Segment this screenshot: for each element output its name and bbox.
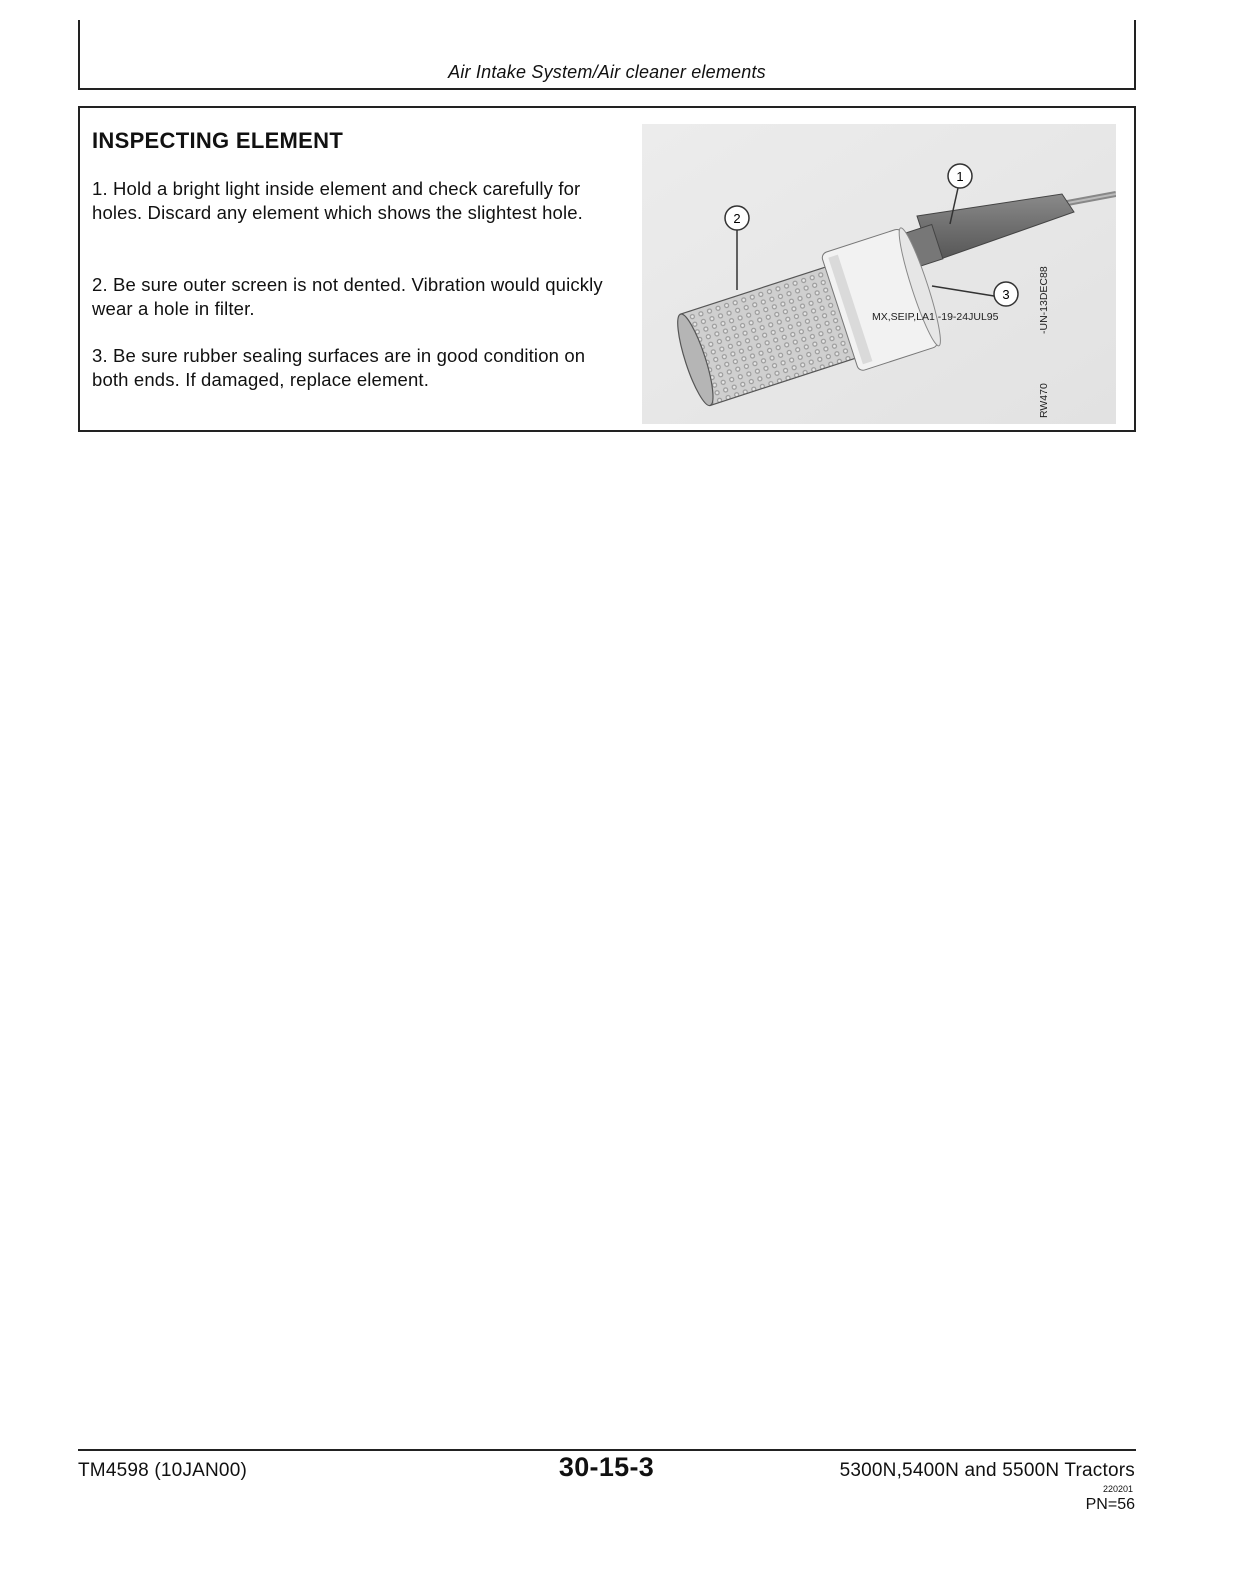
footer-page-number: 30-15-3 (558, 1452, 655, 1482)
footer-rule (78, 1449, 1136, 1451)
footer-manual-id: TM4598 (10JAN00) (78, 1460, 247, 1481)
step-2: 2. Be sure outer screen is not dented. Vibration would quickly wear a hole in filter. (92, 274, 603, 319)
figure-id-vertical: RW470 (1038, 383, 1050, 418)
step-3: 3. Be sure rubber sealing surfaces are in good condition on both ends. If damaged, replace element. (92, 345, 586, 390)
inspection-panel (78, 106, 1136, 432)
callout-2-label: 2 (733, 211, 741, 226)
figure-caption: MX,SEIP,LA1 -19-24JUL95 (872, 311, 999, 323)
header-frame (78, 20, 1136, 90)
footer-date-code: 220201 (1102, 1484, 1133, 1494)
step-1: 1. Hold a bright light inside element and check carefully for holes. Discard any element which shows the slightest hole. (92, 178, 583, 223)
footer-pn: PN=56 (1085, 1496, 1135, 1513)
callout-3-label: 3 (1002, 287, 1010, 302)
section-title: INSPECTING ELEMENT (92, 128, 344, 153)
section-header-title: Air Intake System/Air cleaner elements (448, 62, 766, 82)
figure-code-vertical: -UN-13DEC88 (1038, 266, 1050, 334)
footer-models: 5300N,5400N and 5500N Tractors (839, 1460, 1135, 1481)
callout-1-label: 1 (956, 169, 964, 184)
